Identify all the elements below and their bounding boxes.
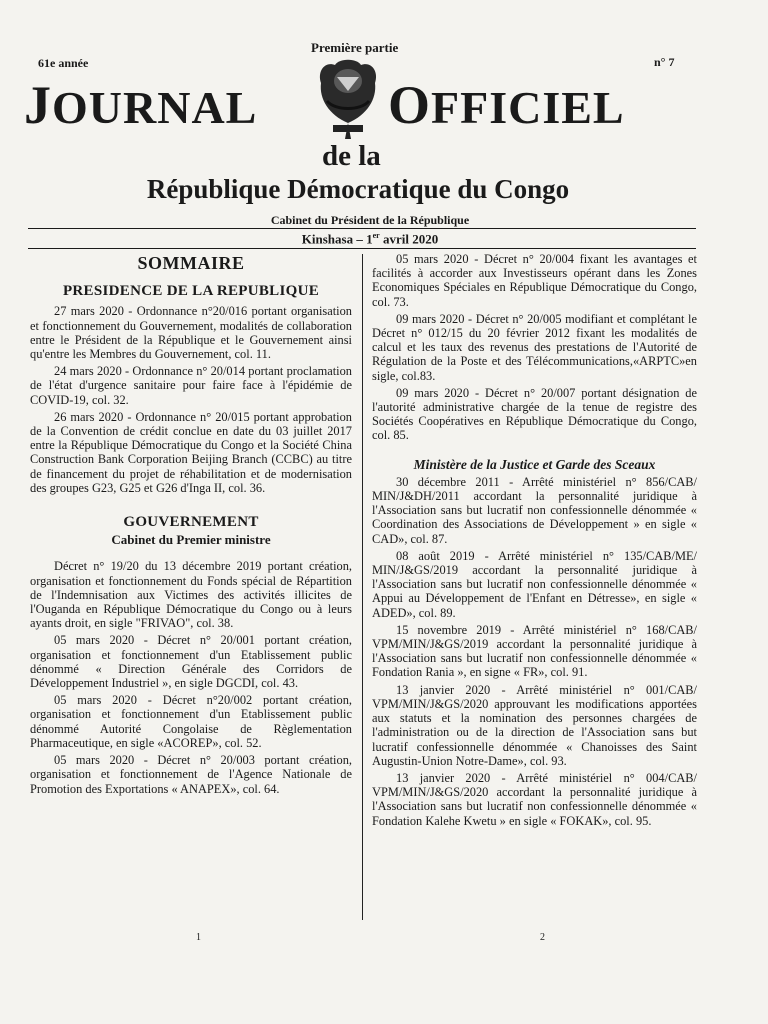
column-divider — [362, 254, 363, 920]
list-item: 05 mars 2020 - Décret n° 20/004 fixant les avantages et facilités à accorder aux Investisseurs opérant dans les Zones Economiques Spéciales en République Démocratique du Congo, col. 73. — [372, 252, 697, 309]
page-number-left: 1 — [196, 932, 201, 943]
list-item: 24 mars 2020 - Ordonnance n° 20/014 portant proclamation de l'état d'urgence sanitaire pour faire face à l'épidémie de COVID-19, col. 32. — [30, 364, 352, 407]
list-item: Décret n° 19/20 du 13 décembre 2019 portant création, organisation et fonctionnement du Fonds spécial de Répartition de l'Indemnisation aux Victimes des activités illicites de l'Ouganda en République Démocratique du Congo ou à leurs ayants droit, en sigle "FRIVAO", col. 38. — [30, 559, 352, 631]
left-column — [30, 252, 352, 799]
issue-date: Kinshasa – 1er avril 2020 — [301, 231, 439, 247]
list-item: 09 mars 2020 - Décret n° 20/005 modifiant et complétant le Décret n° 012/15 du 20 février 2012 fixant les modalités de calcul et les taux des revenus des prestations de l'Autorité de Régulation de la Poste et des Télécommunications,«ARPTC»en sigle, col.83. — [372, 311, 697, 383]
header-rule-bottom — [28, 248, 696, 249]
list-item: 05 mars 2020 - Décret n°20/002 portant création, organisation et fonctionnement d'un Etablissement public dénommé Autorité Congolaise de Règlementation Pharmaceutique, en sigle «ACOREP», col. 52. — [30, 693, 352, 750]
country-heading: République Démocratique du Congo — [146, 174, 570, 204]
title-journal: JOURNAL — [24, 75, 258, 135]
list-item: 13 janvier 2020 - Arrêté ministériel n° 001/CAB/ VPM/MIN/J&GS/2020 approuvant les modifications apportées aux statuts et la nomination des personnes chargées de l'administration ou de la direction de l'Association sans but lucratif confessionnelle dénommée « Chanoisses des Saint Augustin-Union Notre-Dame», col. 93. — [372, 682, 697, 768]
presidence-heading: PRESIDENCE DE LA REPUBLIQUE — [62, 283, 320, 300]
coat-of-arms-emblem — [315, 55, 381, 141]
list-item: 26 mars 2020 - Ordonnance n° 20/015 portant approbation de la Convention de crédit conclue en date du 03 juillet 2017 entre la République Démocratique du Congo et la Société China Construction Bank Corporation Beijing Branch (CCBC) au titre de financement du projet de réhabilitation et de modernisation des groupes G23, G25 et G26 d'Inga II, col. 36. — [30, 409, 352, 495]
cabinet-pm-heading: Cabinet du Premier ministre — [111, 532, 271, 548]
list-item: 08 août 2019 - Arrêté ministériel n° 135/CAB/ME/ MIN/J&GS/2019 accordant la personnalité juridique à l'Association sans but lucratif non confessionnelle dénommée « Appui au Développement de l'Enfant en Détresse», en sigle « ADED», col. 89. — [372, 548, 697, 620]
list-item: 30 décembre 2011 - Arrêté ministériel n° 856/CAB/ MIN/J&DH/2011 accordant la personnalité juridique à l'Association sans but lucratif non confessionnelle dénommée « Coordination des Associations de Développement » en sigle « CAD», col. 87. — [372, 474, 697, 546]
right-column — [372, 252, 697, 831]
gouvernement-heading: GOUVERNEMENT — [123, 514, 259, 531]
sommaire-heading: SOMMAIRE — [137, 253, 245, 273]
list-item: 13 janvier 2020 - Arrêté ministériel n° 004/CAB/ VPM/MIN/J&GS/2020 accordant la personnalité juridique à l'Association sans but lucratif non confessionnelle dénommée « Fondation Kalehe Kwetu » en sigle « FOKAK», col. 95. — [372, 770, 697, 828]
cabinet-subtitle: Cabinet du Président de la République — [270, 213, 470, 227]
list-item: 05 mars 2020 - Décret n° 20/003 portant création, organisation et fonctionnement de l'Agence Nationale de Promotion des Exportations « ANAPEX», col. 64. — [30, 753, 352, 796]
list-item: 15 novembre 2019 - Arrêté ministériel n° 168/CAB/ VPM/MIN/J&GS/2019 accordant la personnalité juridique à l'Association sans but lucratif non confessionnelle dénommée « Fondation Rania », en signe « FR», col. 91. — [372, 622, 697, 680]
header-rule-top — [28, 228, 696, 229]
justice-heading: Ministère de la Justice et Garde des Sceaux — [413, 456, 656, 472]
de-la-heading: de la — [322, 140, 381, 172]
part-label: Première partie — [311, 40, 399, 55]
year-label: 61e année — [38, 56, 89, 70]
issue-number: n° 7 — [654, 55, 675, 69]
list-item: 09 mars 2020 - Décret n° 20/007 portant désignation de l'autorité administrative chargée de la tenue de registre des Sociétés Coopératives en République Démocratique du Congo, col. 85. — [372, 385, 697, 443]
list-item: 05 mars 2020 - Décret n° 20/001 portant création, organisation et fonctionnement d'un Etablissement public dénommé « Direction Générale des Corridors de Développement Industriel », en sigle DGCDI, col. 43. — [30, 633, 352, 691]
page-number-right: 2 — [540, 932, 545, 943]
list-item: 27 mars 2020 - Ordonnance n°20/016 portant organisation et fonctionnement du Gouvernement, modalités de collaboration entre le Président de la République et le Gouvernement ainsi qu'entre les Membres du Gouvernement, col. 11. — [30, 304, 352, 362]
title-officiel: OFFICIEL — [388, 75, 625, 135]
